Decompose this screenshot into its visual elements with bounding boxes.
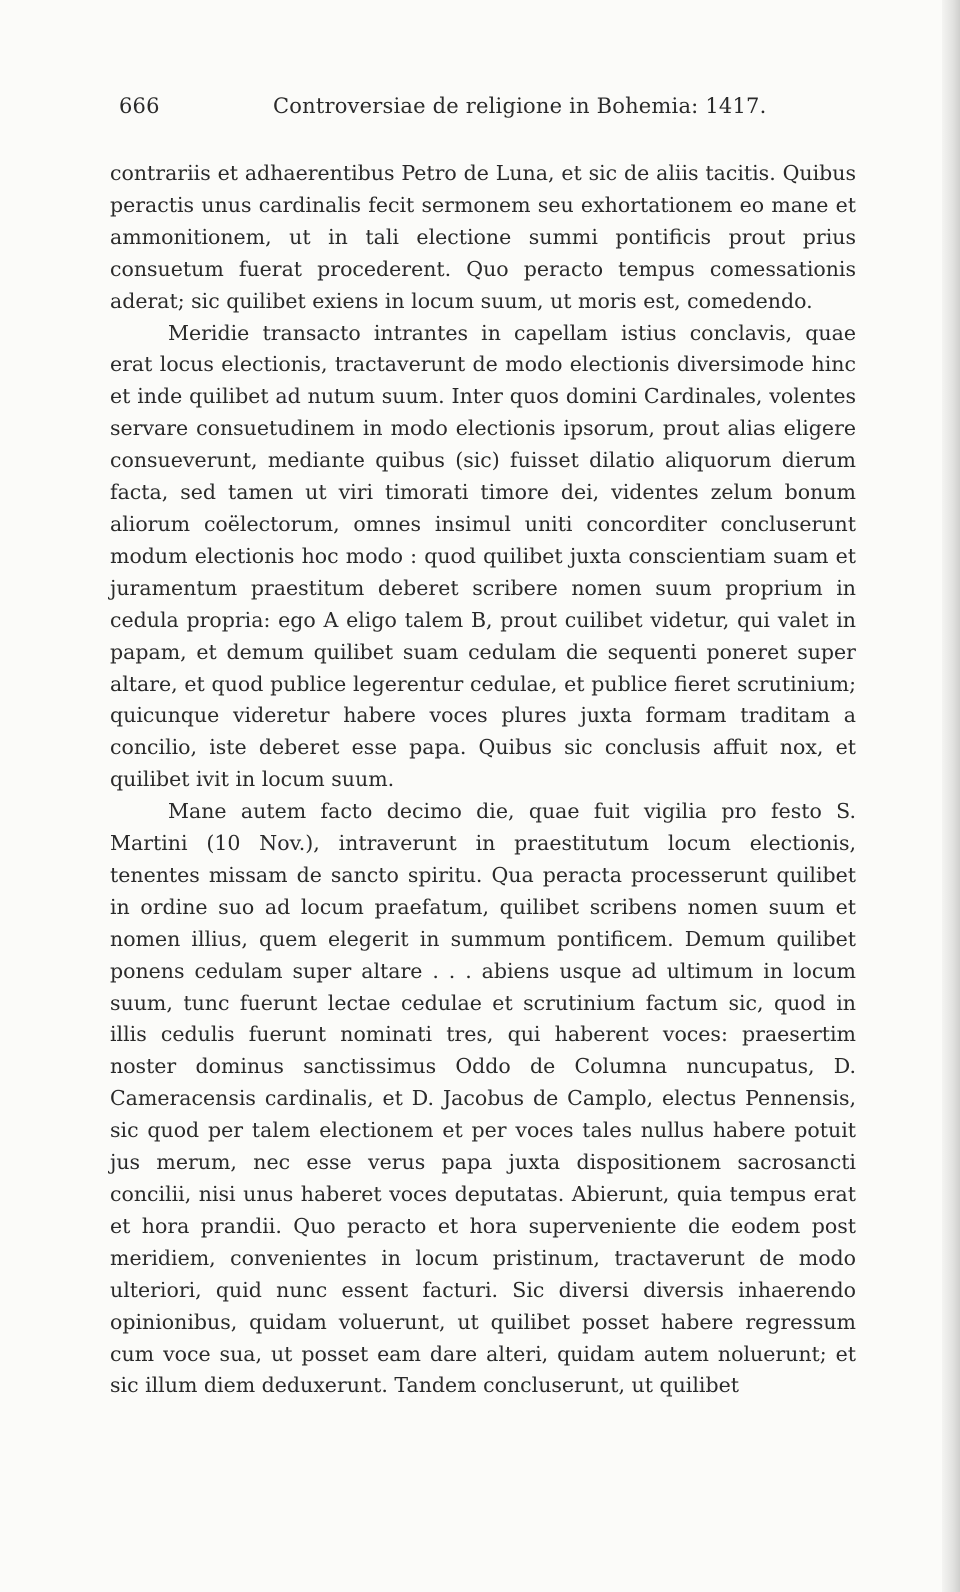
paragraph-meridie: Meridie transacto intrantes in capellam istius conclavis, quae erat locus electionis, tractaverunt de modo electionis diversimode hinc et inde quilibet ad nutum suum. Inter quos domini Cardinales, volentes servare consuetudinem in modo electionis ipsorum, prout alias eligere consueverunt, mediante quibus (sic) fuisset dilatio aliquorum dierum facta, sed tamen ut viri timorati timore dei, videntes zelum bonum aliorum coëlectorum, omnes insimul uniti concorditer concluserunt modum electionis hoc modo : quod quilibet juxta conscientiam suam et juramentum praestitum deberet scribere nomen suum proprium in cedula propria: ego A eligo talem B, prout cuilibet videtur, qui valet in papam, et demum quilibet suam cedulam die sequenti poneret super altare, et quod publice legerentur cedulae, et publice fieret scrutinium; quicunque videretur habere voces plures juxta formam traditam a concilio, iste deberet esse papa. Quibus sic conclusis affuit nox, et quilibet ivit in locum suum.: [110, 320, 856, 792]
page-edge-shadow: [942, 0, 960, 1592]
page-number: 666: [119, 94, 160, 118]
running-title: Controversiae de religione in Bohemia: 1417.: [273, 94, 767, 118]
paragraph-continuation: contrariis et adhaerentibus Petro de Luna, et sic de aliis tacitis. Quibus peractis unus cardinalis fecit sermonem seu exhortationem eo mane et ammonitionem, ut in tali electione summi pontificis prout prius consuetum fuerat procederent. Quo peracto tempus comessationis aderat; sic quilibet exiens in locum suum, ut moris est, comedendo.: [110, 161, 856, 313]
running-head: [119, 94, 767, 126]
paragraph-mane: Mane autem facto decimo die, quae fuit vigilia pro festo S. Martini (10 Nov.), intraverunt in praestitutum locum electionis, tenentes missam de sancto spiritu. Qua peracta processerunt quilibet in ordine suo ad locum praefatum, quilibet scribens nomen suum et nomen illius, quem elegerit in summum pontificem. Demum quilibet ponens cedulam super altare . . . abiens usque ad ultimum in locum suum, tunc fuerunt lectae cedulae et scrutinium factum sic, quod in illis cedulis fuerunt nominati tres, qui haberent voces: praesertim noster dominus sanctissimus Oddo de Columna nuncupatus, D. Cameracensis cardinalis, et D. Jacobus de Camplo, electus Pennensis, sic quod per talem electionem et per voces tales nullus habere potuit jus merum, nec esse verus papa juxta dispositionem sacrosancti concilii, nisi unus haberet voces deputatas. Abierunt, quia tempus erat et hora prandii. Quo peracto et hora superveniente die eodem post meridiem, convenientes in locum pristinum, tractaverunt de modo ulteriori, quid nunc essent facturi. Sic diversi diversis inhaerendo opinionibus, quidam voluerunt, ut quilibet posset habere regressum cum voce sua, ut posset eam dare alteri, quidam autem noluerunt; et sic illum diem deduxerunt. Tandem concluserunt, ut quilibet: [110, 799, 856, 1398]
body-text: [110, 158, 856, 1402]
